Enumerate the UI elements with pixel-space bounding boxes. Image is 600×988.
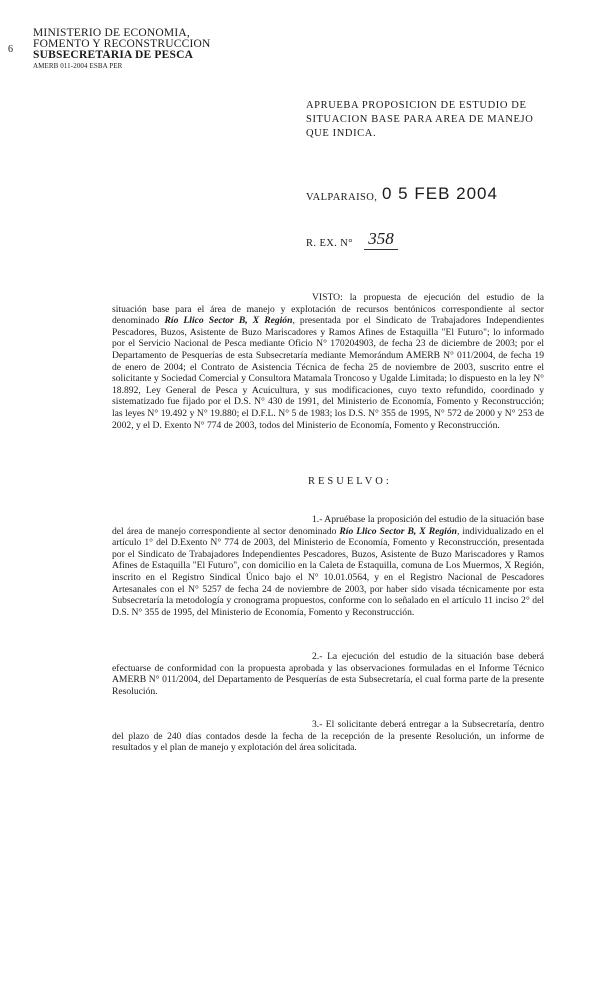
article-3-text: El solicitante deberá entregar a la Subsecretaría, dentro del plazo de 240 días contados desde la fecha de la recepción de la presente Resolución, un informe de resultados y el plan de manejo y explotación del área solicitada. [112, 719, 544, 754]
article-1-number: 1.- [312, 514, 323, 525]
letterhead-subsecretaria: SUBSECRETARIA DE PESCA [33, 49, 194, 61]
margin-mark: 6 [8, 44, 13, 55]
visto-sector: Río Llico Sector B, X Región [164, 315, 293, 327]
visto-text-a: la propuesta de ejecución del estudio de la situación base para el área de manejo y explotación de recursos bentónicos correspondiente al sector denominado [112, 292, 544, 327]
resolution-number-label: R. EX. N° [306, 238, 353, 249]
letterhead [33, 28, 233, 72]
place-label: VALPARAISO, [306, 192, 378, 203]
visto-lead: VISTO: [312, 292, 343, 303]
date-stamp: 0 5 FEB 2004 [382, 184, 498, 203]
letterhead-ministry-2: FOMENTO Y RECONSTRUCCION [33, 38, 211, 50]
article-3 [112, 719, 544, 754]
letterhead-reference: AMERB 011-2004 ESBA PER [33, 62, 123, 70]
resolution-title: APRUEBA PROPOSICION DE ESTUDIO DE SITUACION BASE PARA AREA DE MANEJO QUE INDICA. [306, 100, 534, 139]
article-1-sector: Río Llico Sector B, X Región [339, 525, 457, 537]
resuelvo-heading: RESUELVO: [308, 476, 392, 487]
visto-text-b: , presentada por el Sindicato de Trabajadores Independientes Pescadores, Buzos, Asistente de Buzo Mariscadores y Ramos Afines de Estaquilla "El Futuro"; lo informado por el Servicio Nacional de Pesca mediante Oficio N° 170204903, de fecha 23 de diciembre de 2003; por el Departamento de Pesquerías de esta Subsecretaría mediante Memorándum AMERB N° 011/2004, de fecha 19 de enero de 2004; el Contrato de Asistencia Técnica de fecha 25 de noviembre de 2003, suscrito entre el solicitante y Sociedad Comercial y Consultora Matamala Troncoso y Ugalde Limitada; lo dispuesto en la ley N° 18.892, Ley General de Pesca y Acuicultura, y sus modificaciones, cuyo texto refundido, coordinado y sistematizado fue fijado por el D.S. N° 430 de 1991, del Ministerio de Economía, Fomento y Reconstrucción; las leyes N° 19.492 y N° 19.880; el D.F.L. N° 5 de 1983; los D.S. N° 355 de 1995, N° 572 de 2000 y N° 253 de 2002, y el D. Exento N° 774 de 2003, todos del Ministerio de Economía, Fomento y Reconstrucción. [112, 315, 544, 431]
article-2-text: La ejecución del estudio de la situación base deberá efectuarse de conformidad con la propuesta aprobada y las observaciones formuladas en el Informe Técnico AMERB N° 011/2004, del Departamento de Pesquerías de esta Subsecretaría, el cual forma parte de la presente Resolución. [112, 651, 544, 697]
article-1-text-a: Apruébase la proposición del estudio de la situación base del área de manejo correspondiente al sector denominado [112, 514, 544, 537]
article-1-text-b: , individualizado en el artículo 1° del D.Exento N° 774 de 2003, del Ministerio de Economía, Fomento y Reconstrucción, presentada por el Sindicato de Trabajadores Independientes Pescadores, Buzos, Asistente de Buzo Mariscadores y Ramos Afines de Estaquilla "El Futuro", con domicilio en la Caleta de Estaquilla, comuna de Los Muermos, X Región, inscrito en el Registro Sindical Único bajo el N° 10.01.0564, y en el Registro Nacional de Pescadores Artesanales con el N° 5257 de fecha 24 de noviembre de 2003, por haber sido visada técnicamente por esta Subsecretaría la metodología y cronograma propuestos, conforme con lo señalado en el artículo 11 inciso 2° del D.S. N° 355 de 1995, del Ministerio de Economía, Fomento y Reconstrucción. [112, 525, 544, 618]
resolution-number: 358 [364, 229, 398, 250]
article-3-number: 3.- [312, 719, 323, 730]
article-1 [112, 514, 544, 618]
visto-paragraph [112, 292, 544, 431]
article-2 [112, 651, 544, 697]
letterhead-ministry: MINISTERIO DE ECONOMIA, [33, 27, 190, 39]
article-2-number: 2.- [312, 651, 323, 662]
